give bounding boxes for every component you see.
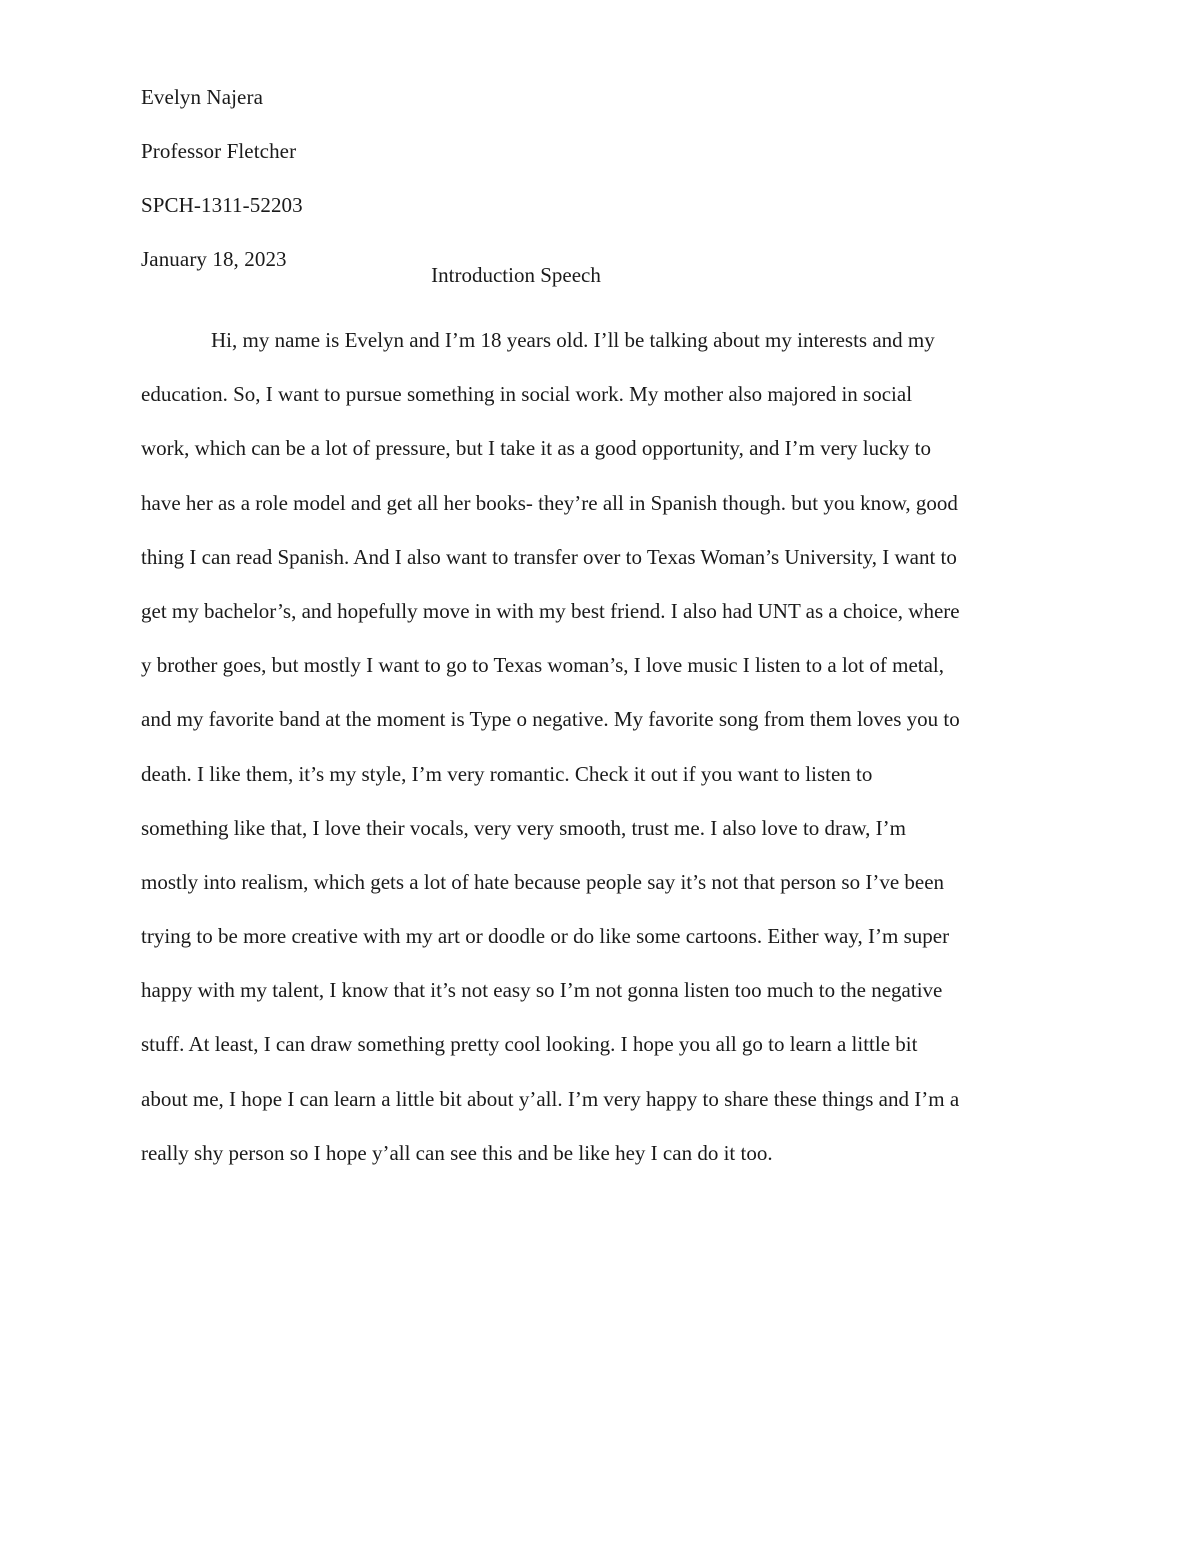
- date: January 18, 2023: [141, 247, 287, 271]
- body-line: work, which can be a lot of pressure, but I take it as a good opportunity, and I’m very lucky to: [141, 436, 932, 461]
- body-line: really shy person so I hope y’all can see this and be like hey I can do it too.: [141, 1140, 773, 1165]
- body-line: happy with my talent, I know that it’s not easy so I’m not gonna listen too much to the negative: [141, 978, 943, 1003]
- body-line: y brother goes, but mostly I want to go to Texas woman’s, I love music I listen to a lot of metal,: [141, 653, 945, 678]
- body-paragraph: [141, 313, 1081, 1180]
- professor-name: Professor Fletcher: [141, 139, 297, 163]
- body-line: and my favorite band at the moment is Type o negative. My favorite song from them loves you to: [141, 707, 960, 732]
- body-line: education. So, I want to pursue something in social work. My mother also majored in social: [141, 382, 913, 407]
- body-line: stuff. At least, I can draw something pretty cool looking. I hope you all go to learn a little bit: [141, 1032, 918, 1057]
- body-line: Hi, my name is Evelyn and I’m 18 years old. I’ll be talking about my interests and my: [211, 328, 935, 352]
- course-code: SPCH-1311-52203: [141, 193, 303, 217]
- student-name: Evelyn Najera: [141, 85, 263, 109]
- body-line: trying to be more creative with my art or doodle or do like some cartoons. Either way, I’m super: [141, 924, 950, 949]
- body-line: get my bachelor’s, and hopefully move in with my best friend. I also had UNT as a choice, where: [141, 598, 960, 623]
- body-line: something like that, I love their vocals, very very smooth, trust me. I also love to draw, I’m: [141, 815, 906, 840]
- document-title: Introduction Speech: [431, 263, 601, 287]
- body-line: about me, I hope I can learn a little bit about y’all. I’m very happy to share these things and I’m a: [141, 1086, 960, 1111]
- body-line: thing I can read Spanish. And I also want to transfer over to Texas Woman’s University, I want to: [141, 544, 957, 569]
- mla-header: [141, 70, 1061, 286]
- body-line: mostly into realism, which gets a lot of hate because people say it’s not that person so I’ve been: [141, 869, 945, 894]
- body-line: death. I like them, it’s my style, I’m very romantic. Check it out if you want to listen to: [141, 761, 873, 786]
- body-line: have her as a role model and get all her books- they’re all in Spanish though. but you know, good: [141, 490, 958, 515]
